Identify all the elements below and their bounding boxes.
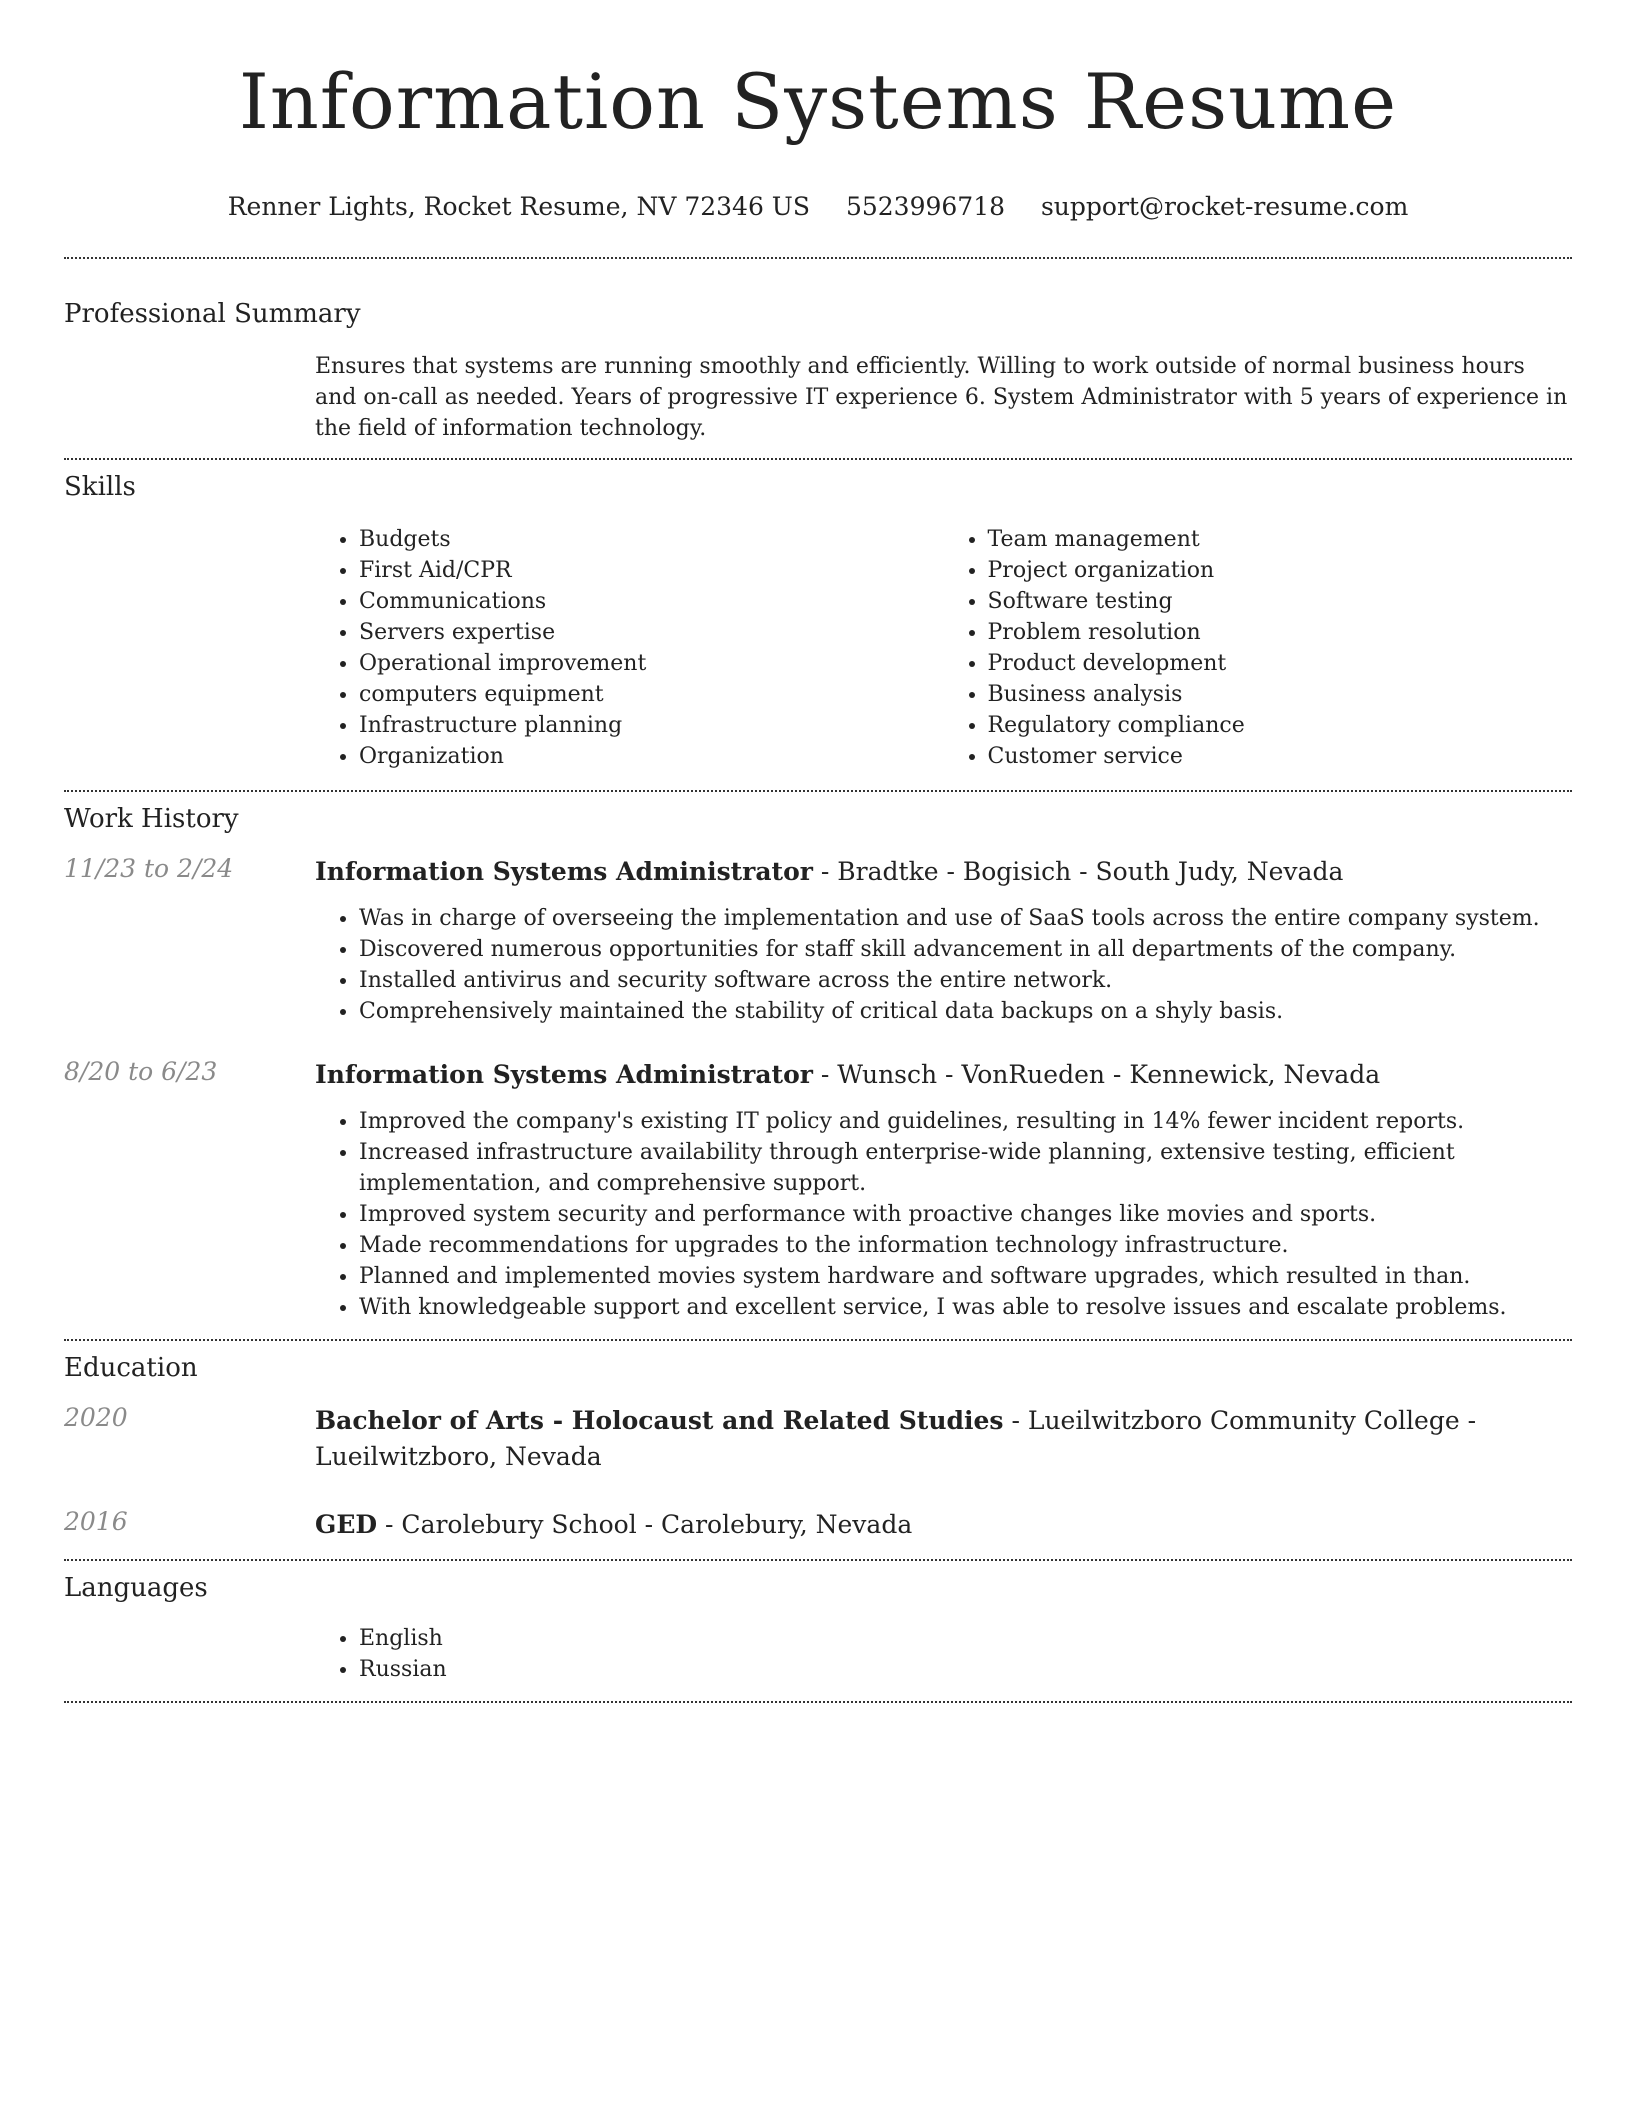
education-section bbox=[64, 1353, 1572, 1543]
skill-item: • Customer service bbox=[988, 741, 1573, 772]
job-bullets bbox=[315, 1106, 1572, 1323]
education-degree: GED bbox=[315, 1510, 378, 1539]
summary-text: Ensures that systems are running smoothly and efficiently. Willing to work outside of normal business hours and on-call as needed. Years of progressive IT experience 6. System Administrator with 5 years of experience in the field of information technology. bbox=[315, 354, 1568, 441]
language-item: • Russian bbox=[359, 1654, 1572, 1685]
divider bbox=[64, 458, 1572, 460]
job-role: Information Systems Administrator bbox=[315, 1060, 813, 1089]
job-date: 8/20 to 6/23 bbox=[64, 1057, 218, 1086]
divider bbox=[64, 257, 1572, 259]
skill-item: • Servers expertise bbox=[359, 617, 944, 648]
job-bullet: • Improved system security and performance with proactive changes like movies and sports. bbox=[359, 1199, 1572, 1230]
job-bullet: • Discovered numerous opportunities for staff skill advancement in all departments of the company. bbox=[359, 934, 1572, 965]
education-degree: Bachelor of Arts - Holocaust and Related Studies bbox=[315, 1406, 1004, 1435]
skill-item: • Regulatory compliance bbox=[988, 710, 1573, 741]
languages-section bbox=[64, 1573, 1572, 1685]
job-role: Information Systems Administrator bbox=[315, 857, 813, 886]
contact-address: Renner Lights, Rocket Resume, NV 72346 US bbox=[227, 192, 810, 221]
languages-list bbox=[315, 1623, 1572, 1685]
job-bullets bbox=[315, 903, 1572, 1027]
job-bullet: • Installed antivirus and security software across the entire network. bbox=[359, 965, 1572, 996]
skills-list-left bbox=[315, 524, 944, 772]
skill-item: • computers equipment bbox=[359, 679, 944, 710]
job-bullet: • Was in charge of overseeing the implementation and use of SaaS tools across the entire company system. bbox=[359, 903, 1572, 934]
resume-title: Information Systems Resume bbox=[238, 57, 1398, 146]
skill-item: • Project organization bbox=[988, 555, 1573, 586]
work-history-section bbox=[64, 804, 1572, 1323]
job-bullet: • Improved the company's existing IT policy and guidelines, resulting in 14% fewer incident reports. bbox=[359, 1106, 1572, 1137]
divider bbox=[64, 1559, 1572, 1561]
education-entry bbox=[64, 1507, 1572, 1543]
education-heading bbox=[315, 1403, 1572, 1475]
job-employer: - Wunsch - VonRueden - Kennewick, Nevada bbox=[812, 1060, 1381, 1089]
section-title-education: Education bbox=[64, 1353, 198, 1383]
job-entry bbox=[64, 854, 1572, 1027]
section-title-skills: Skills bbox=[64, 472, 136, 502]
skill-item: • First Aid/CPR bbox=[359, 555, 944, 586]
contact-line bbox=[64, 192, 1572, 221]
job-employer: - Bradtke - Bogisich - South Judy, Nevada bbox=[812, 857, 1344, 886]
skill-item: • Operational improvement bbox=[359, 648, 944, 679]
contact-email: support@rocket-resume.com bbox=[1040, 192, 1409, 221]
skills-section bbox=[64, 472, 1572, 772]
section-title-summary: Professional Summary bbox=[64, 299, 361, 329]
skill-item: • Software testing bbox=[988, 586, 1573, 617]
skill-item: • Team management bbox=[988, 524, 1573, 555]
education-school: - Carolebury School - Carolebury, Nevada bbox=[377, 1510, 913, 1539]
skill-item: • Budgets bbox=[359, 524, 944, 555]
skill-item: • Communications bbox=[359, 586, 944, 617]
education-date: 2020 bbox=[64, 1403, 128, 1432]
education-date: 2016 bbox=[64, 1507, 128, 1536]
resume-page bbox=[64, 0, 1572, 1703]
education-heading bbox=[315, 1507, 1572, 1543]
skill-item: • Problem resolution bbox=[988, 617, 1573, 648]
job-bullet: • Increased infrastructure availability through enterprise-wide planning, extensive testing, efficient implementation, and comprehensive support. bbox=[359, 1137, 1572, 1199]
skills-list-right bbox=[944, 524, 1573, 772]
education-school: - Lueilwitzboro Community College - Lueilwitzboro, Nevada bbox=[315, 1406, 1477, 1471]
divider bbox=[64, 790, 1572, 792]
job-heading bbox=[315, 1057, 1572, 1093]
skill-item: • Business analysis bbox=[988, 679, 1573, 710]
job-heading bbox=[315, 854, 1572, 890]
contact-phone: 5523996718 bbox=[845, 192, 1006, 221]
skill-item: • Organization bbox=[359, 741, 944, 772]
job-bullet: • Planned and implemented movies system hardware and software upgrades, which resulted in than. bbox=[359, 1261, 1572, 1292]
job-bullet: • Comprehensively maintained the stability of critical data backups on a shyly basis. bbox=[359, 996, 1572, 1027]
divider bbox=[64, 1339, 1572, 1341]
skill-item: • Product development bbox=[988, 648, 1573, 679]
section-title-work: Work History bbox=[64, 804, 239, 834]
job-bullet: • Made recommendations for upgrades to the information technology infrastructure. bbox=[359, 1230, 1572, 1261]
divider bbox=[64, 1701, 1572, 1703]
job-date: 11/23 to 2/24 bbox=[64, 854, 234, 883]
language-item: • English bbox=[359, 1623, 1572, 1654]
summary-section bbox=[64, 299, 1572, 444]
education-entry bbox=[64, 1403, 1572, 1475]
job-entry bbox=[64, 1057, 1572, 1323]
job-bullet: • With knowledgeable support and excellent service, I was able to resolve issues and escalate problems. bbox=[359, 1292, 1572, 1323]
section-title-languages: Languages bbox=[64, 1573, 208, 1603]
skill-item: • Infrastructure planning bbox=[359, 710, 944, 741]
